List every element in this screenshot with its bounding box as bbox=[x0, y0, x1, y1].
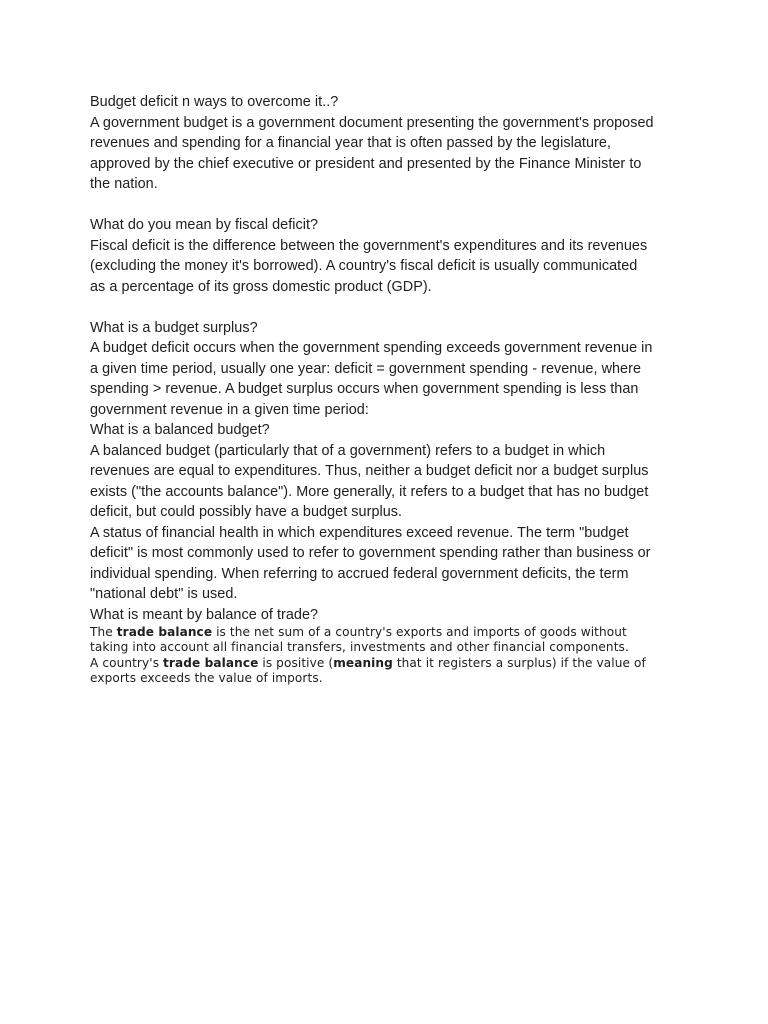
trade-text: A country's bbox=[90, 655, 164, 670]
surplus-answer-line: a given time period, usually one year: deficit = government spending - revenue, where bbox=[90, 360, 642, 377]
trade-balance-term: trade balance bbox=[163, 655, 259, 670]
surplus-answer-line: spending > revenue. A budget surplus occurs when government spending is less than bbox=[90, 381, 639, 397]
intro-line: A government budget is a government document presenting the government's proposed bbox=[90, 114, 654, 131]
balanced-answer-line: "national debt" is used. bbox=[90, 586, 238, 602]
document-page bbox=[90, 92, 690, 687]
balanced-answer-line: deficit" is most commonly used to refer to government spending rather than business or bbox=[90, 545, 651, 561]
surplus-answer-line: A budget deficit occurs when the government spending exceeds government revenue in bbox=[90, 340, 653, 356]
intro-line: revenues and spending for a financial year that is often passed by the legislature, bbox=[90, 135, 611, 151]
intro-line: the nation. bbox=[90, 176, 158, 192]
paragraph-spacer bbox=[90, 195, 690, 216]
fiscal-question: What do you mean by fiscal deficit? bbox=[90, 217, 319, 233]
surplus-question: What is a budget surplus? bbox=[90, 319, 258, 336]
fiscal-answer-line: Fiscal deficit is the difference between the government's expenditures and its revenues bbox=[90, 237, 648, 254]
trade-text: that it registers a surplus) if the value of bbox=[392, 655, 646, 670]
meaning-term: meaning bbox=[333, 655, 393, 670]
balanced-answer-line: revenues are equal to expenditures. Thus, neither a budget deficit nor a budget surplus bbox=[90, 463, 649, 479]
balanced-answer-line: A status of financial health in which expenditures exceed revenue. The term "budget bbox=[90, 524, 629, 541]
balanced-answer-line: exists ("the accounts balance"). More generally, it refers to a budget that has no budget bbox=[90, 483, 649, 500]
trade-answer-line bbox=[90, 656, 690, 671]
fiscal-answer-line: (excluding the money it's borrowed). A country's fiscal deficit is usually communicated bbox=[90, 258, 638, 274]
balanced-question: What is a balanced budget? bbox=[90, 422, 270, 438]
paragraph-spacer bbox=[90, 297, 690, 318]
surplus-answer-line: government revenue in a given time period: bbox=[90, 401, 369, 418]
document-title: Budget deficit n ways to overcome it..? bbox=[90, 94, 339, 110]
trade-text: is the net sum of a country's exports and imports of goods without bbox=[212, 625, 627, 639]
trade-answer-line: taking into account all financial transfers, investments and other financial components. bbox=[90, 640, 629, 655]
balanced-answer-line: A balanced budget (particularly that of a government) refers to a budget in which bbox=[90, 442, 606, 459]
trade-answer-line bbox=[90, 625, 690, 640]
balanced-answer-line: deficit, but could possibly have a budget surplus. bbox=[90, 504, 403, 520]
trade-answer-line: exports exceeds the value of imports. bbox=[90, 671, 323, 686]
trade-balance-term: trade balance bbox=[116, 625, 213, 639]
balanced-answer-line: individual spending. When referring to accrued federal government deficits, the term bbox=[90, 565, 629, 582]
intro-line: approved by the chief executive or president and presented by the Finance Minister to bbox=[90, 155, 642, 172]
trade-question: What is meant by balance of trade? bbox=[90, 606, 319, 623]
fiscal-answer-line: as a percentage of its gross domestic product (GDP). bbox=[90, 278, 432, 295]
trade-answer bbox=[90, 625, 690, 687]
trade-text: The bbox=[90, 625, 117, 639]
trade-text: is positive ( bbox=[258, 655, 334, 670]
